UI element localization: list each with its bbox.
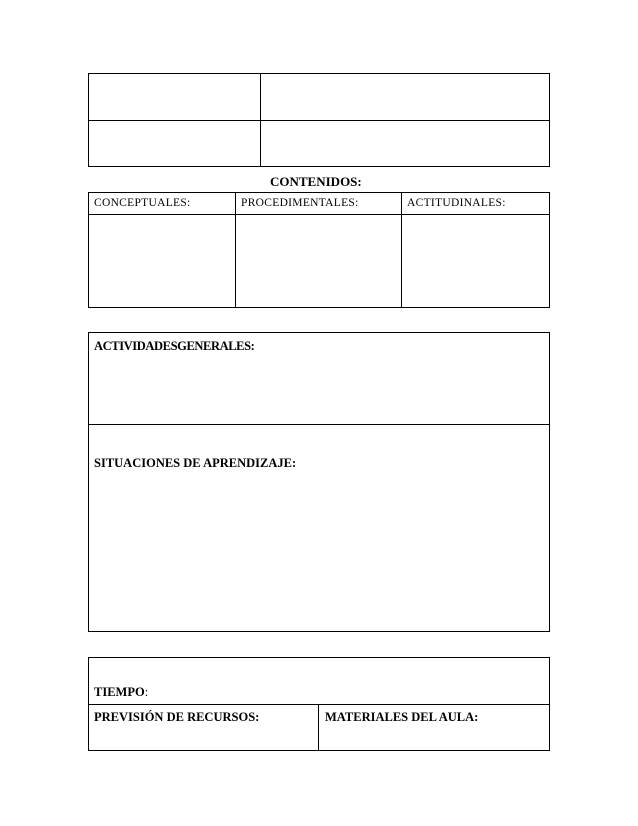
contents-title: CONTENIDOS: bbox=[270, 174, 362, 189]
procedural-cell[interactable] bbox=[236, 215, 400, 307]
learning-situations-cell[interactable] bbox=[89, 476, 549, 631]
attitudinal-column-header: ACTITUDINALES: bbox=[407, 197, 506, 209]
time-label-colon: : bbox=[144, 685, 149, 699]
classroom-materials-cell[interactable] bbox=[319, 728, 549, 750]
header-cell-3[interactable] bbox=[89, 121, 259, 166]
activities-row-divider bbox=[88, 424, 550, 425]
resources-row-divider bbox=[88, 704, 550, 705]
resources-forecast-cell[interactable] bbox=[89, 728, 317, 750]
time-label bbox=[94, 685, 148, 700]
conceptual-column-header: CONCEPTUALES: bbox=[94, 197, 191, 209]
header-cell-2[interactable] bbox=[261, 74, 549, 119]
learning-situations-label: SITUACIONES DE APRENDIZAJE: bbox=[94, 456, 297, 470]
time-label-text: TIEMPO bbox=[94, 685, 145, 699]
time-cell[interactable] bbox=[89, 658, 549, 683]
classroom-materials-label: MATERIALES DEL AULA: bbox=[325, 710, 479, 724]
conceptual-cell[interactable] bbox=[89, 215, 234, 307]
procedural-column-header: PROCEDIMENTALES: bbox=[241, 197, 359, 209]
attitudinal-cell[interactable] bbox=[402, 215, 549, 307]
resources-forecast-label: PREVISIÓN DE RECURSOS: bbox=[94, 710, 260, 724]
header-cell-4[interactable] bbox=[261, 121, 549, 166]
general-activities-cell[interactable] bbox=[89, 358, 549, 423]
header-cell-1[interactable] bbox=[89, 74, 259, 119]
general-activities-label: ACTIVIDADESGENERALES: bbox=[94, 339, 255, 353]
